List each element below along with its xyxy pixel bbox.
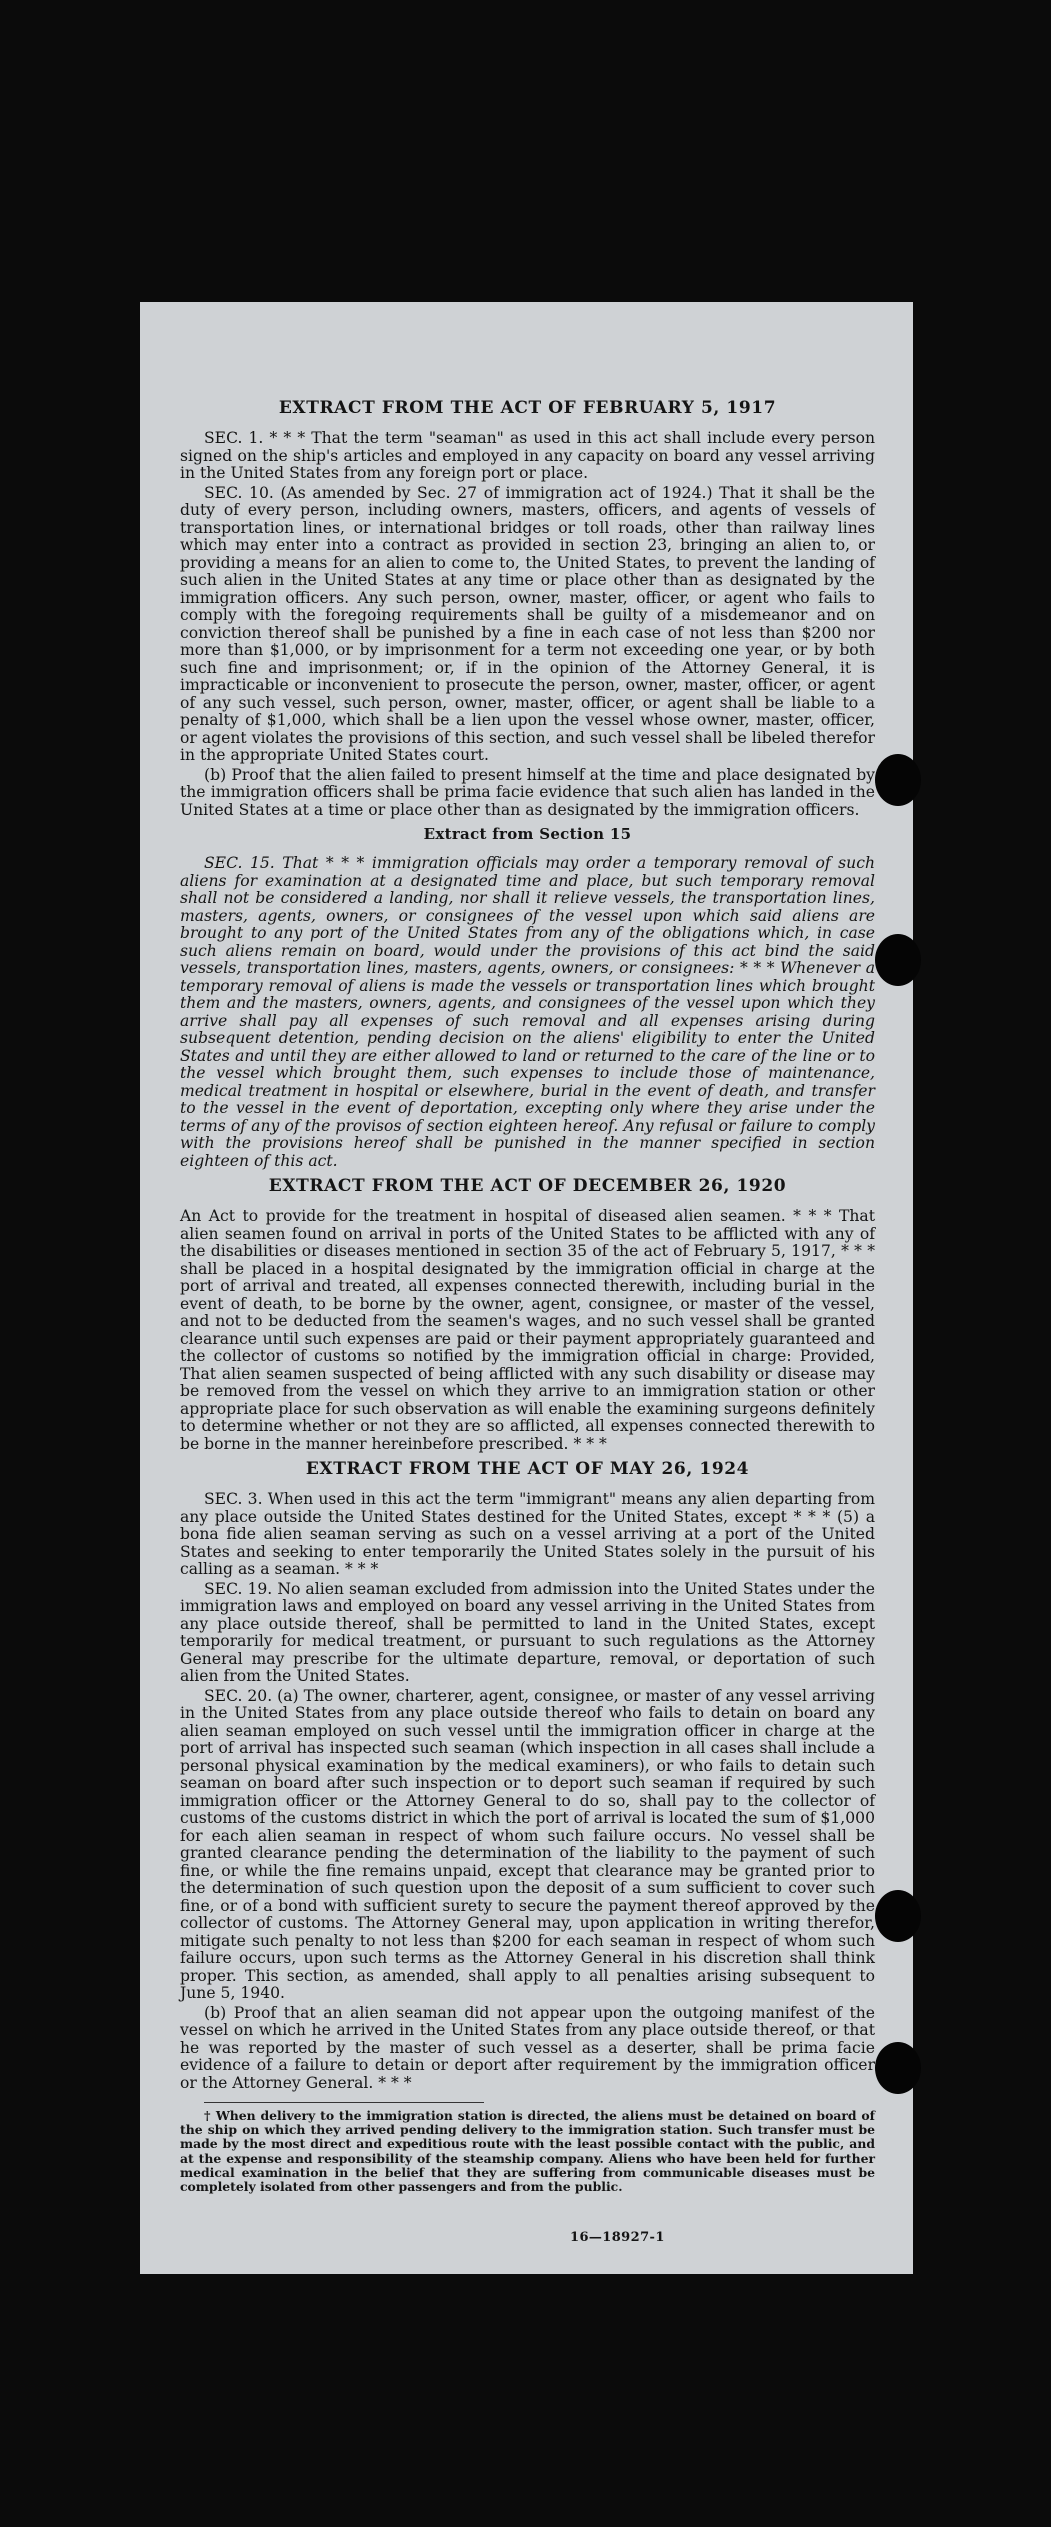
footnote-divider xyxy=(204,2102,484,2103)
paragraph-sec-15: SEC. 15. That * * * immigration officials may order a temporary removal of such aliens for examination at a designated time and place, but such temporary removal shall not be considered a landing, nor shall it relieve vessels, the transportation lines, masters, agents, owners, or consignees of the vessel upon which said aliens are brought to any port of the United States from any of the obligations which, in case such aliens remain on board, would under the provisions of this act bind the said vessels, transportation lines, masters, agents, owners, or consignees: * * * Whenever a temporary removal of aliens is made the vessels or transportation lines which brought them and the masters, owners, agents, and consignees of the vessel upon which they arrive shall pay all expenses of such removal and all expenses arising during subsequent detention, pending decision on the aliens' eligibility to enter the United States and until they are either allowed to land or returned to the care of the line or to the vessel which brought them, such expenses to include those of maintenance, medical treatment in hospital or elsewhere, burial in the event of death, and transfer to the vessel in the event of deportation, excepting only where they arise under the terms of any of the provisos of section eighteen hereof. Any refusal or failure to comply with the provisions hereof shall be punished in the manner specified in section eighteen of this act. xyxy=(180,854,875,1170)
paragraph-sec-20b: (b) Proof that an alien seaman did not appear upon the outgoing manifest of the vessel on which he arrived in the United States from any place outside thereof, or that he was reported by the master of such vessel as a deserter, shall be prima facie evidence of a failure to detain or deport after requirement by the immigration officer or the Attorney General. * * * xyxy=(180,2003,875,2092)
section-extract-15 xyxy=(180,825,875,1170)
punch-hole xyxy=(875,1890,921,1942)
punch-hole xyxy=(875,934,921,986)
heading-section-15: Extract from Section 15 xyxy=(423,825,632,843)
heading-act-1920: EXTRACT FROM THE ACT OF DECEMBER 26, 1920 xyxy=(268,1176,787,1196)
section-act-1920 xyxy=(180,1176,875,1453)
document-page xyxy=(140,302,913,2274)
section-act-1924 xyxy=(180,1459,875,2092)
form-number: 16—18927-1 xyxy=(570,2230,665,2246)
heading-act-1917: EXTRACT FROM THE ACT OF FEBRUARY 5, 1917 xyxy=(278,398,777,418)
heading-act-1924: EXTRACT FROM THE ACT OF MAY 26, 1924 xyxy=(305,1459,750,1479)
footnote: † When delivery to the immigration station is directed, the aliens must be detained on board of the ship on which they arrived pending delivery to the immigration station. Such transfer must be made by the most direct and expeditious route with the least possible contact with the public, and at the expense and responsibility of the steamship company. Aliens who have been held for further medical examination in the belief that they are suffering from communicable diseases must be completely isolated from other passengers and from the public. xyxy=(180,2108,875,2195)
paragraph-act-1920: An Act to provide for the treatment in hospital of diseased alien seamen. * * * That alien seamen found on arrival in ports of the United States to be afflicted with any of the disabilities or diseases mentioned in section 35 of the act of February 5, 1917, * * * shall be placed in a hospital designated by the immigration official in charge at the port of arrival and treated, all expenses connected therewith, including burial in the event of death, to be borne by the owner, agent, consignee, or master of the vessel, and not to be deducted from the seamen's wages, and no such vessel shall be granted clearance until such expenses are paid or their payment appropriately guaranteed and the collector of customs so notified by the immigration official in charge: Provided, That alien seamen suspected of being afflicted with any such disability or disease may be removed from the vessel on which they arrive to an immigration station or other appropriate place for such observation as will enable the examining surgeons definitely to determine whether or not they are so afflicted, all expenses connected therewith to be borne in the manner hereinbefore prescribed. * * * xyxy=(180,1207,875,1453)
section-act-1917 xyxy=(180,398,875,819)
paragraph-sec-10b: (b) Proof that the alien failed to present himself at the time and place designated by the immigration officers shall be prima facie evidence that such alien has landed in the United States at a time or place other than as designated by the immigration officers. xyxy=(180,765,875,819)
punch-hole xyxy=(875,754,921,806)
paragraph-sec-3: SEC. 3. When used in this act the term "immigrant" means any alien departing from any place outside the United States destined for the United States, except * * * (5) a bona fide alien seaman serving as such on a vessel arriving at a port of the United States and seeking to enter temporarily the United States solely in the pursuit of his calling as a seaman. * * * xyxy=(180,1490,875,1578)
punch-hole xyxy=(875,2042,921,2094)
paragraph-sec-20a: SEC. 20. (a) The owner, charterer, agent, consignee, or master of any vessel arriving in the United States from any place outside thereof who fails to detain on board any alien seaman employed on such vessel until the immigration officer in charge at the port of arrival has inspected such seaman (which inspection in all cases shall include a personal physical examination by the medical examiners), or who fails to detain such seaman on board after such inspection or to deport such seaman if required by such immigration officer or the Attorney General to do so, shall pay to the collector of customs of the customs district in which the port of arrival is located the sum of $1,000 for each alien seaman in respect of whom such failure occurs. No vessel shall be granted clearance pending the determination of the liability to the payment of such fine, or while the fine remains unpaid, except that clearance may be granted prior to the determination of such question upon the deposit of a sum sufficient to cover such fine, or of a bond with sufficient surety to secure the payment thereof approved by the collector of customs. The Attorney General may, upon application in writing therefor, mitigate such penalty to not less than $200 for each seaman in respect of whom such failure occurs, upon such terms as the Attorney General in his discretion shall think proper. This section, as amended, shall apply to all penalties arising subsequent to June 5, 1940. xyxy=(180,1686,875,2002)
paragraph-sec-1: SEC. 1. * * * That the term "seaman" as used in this act shall include every person signed on the ship's articles and employed in any capacity on board any vessel arriving in the United States from any foreign port or place. xyxy=(180,429,875,482)
paragraph-sec-10: SEC. 10. (As amended by Sec. 27 of immigration act of 1924.) That it shall be the duty of every person, including owners, masters, officers, and agents of vessels of transportation lines, or international bridges or toll roads, other than railway lines which may enter into a contract as provided in section 23, bringing an alien to, or providing a means for an alien to come to, the United States, to prevent the landing of such alien in the United States at any time or place other than as designated by the immigration officers. Any such person, owner, master, officer, or agent who fails to comply with the foregoing requirements shall be guilty of a misdemeanor and on conviction thereof shall be punished by a fine in each case of not less than $200 nor more than $1,000, or by imprisonment for a term not exceeding one year, or by both such fine and imprisonment; or, if in the opinion of the Attorney General, it is impracticable or inconvenient to prosecute the person, owner, master, officer, or agent of any such vessel, such person, owner, master, officer, or agent shall be liable to a penalty of $1,000, which shall be a lien upon the vessel whose owner, master, officer, or agent violates the provisions of this section, and such vessel shall be libeled therefor in the appropriate United States court. xyxy=(180,483,875,764)
paragraph-sec-19: SEC. 19. No alien seaman excluded from admission into the United States under the immigration laws and employed on board any vessel arriving in the United States from any place outside thereof, shall be permitted to land in the United States, except temporarily for medical treatment, or pursuant to such regulations as the Attorney General may prescribe for the ultimate departure, removal, or deportation of such alien from the United States. xyxy=(180,1579,875,1685)
